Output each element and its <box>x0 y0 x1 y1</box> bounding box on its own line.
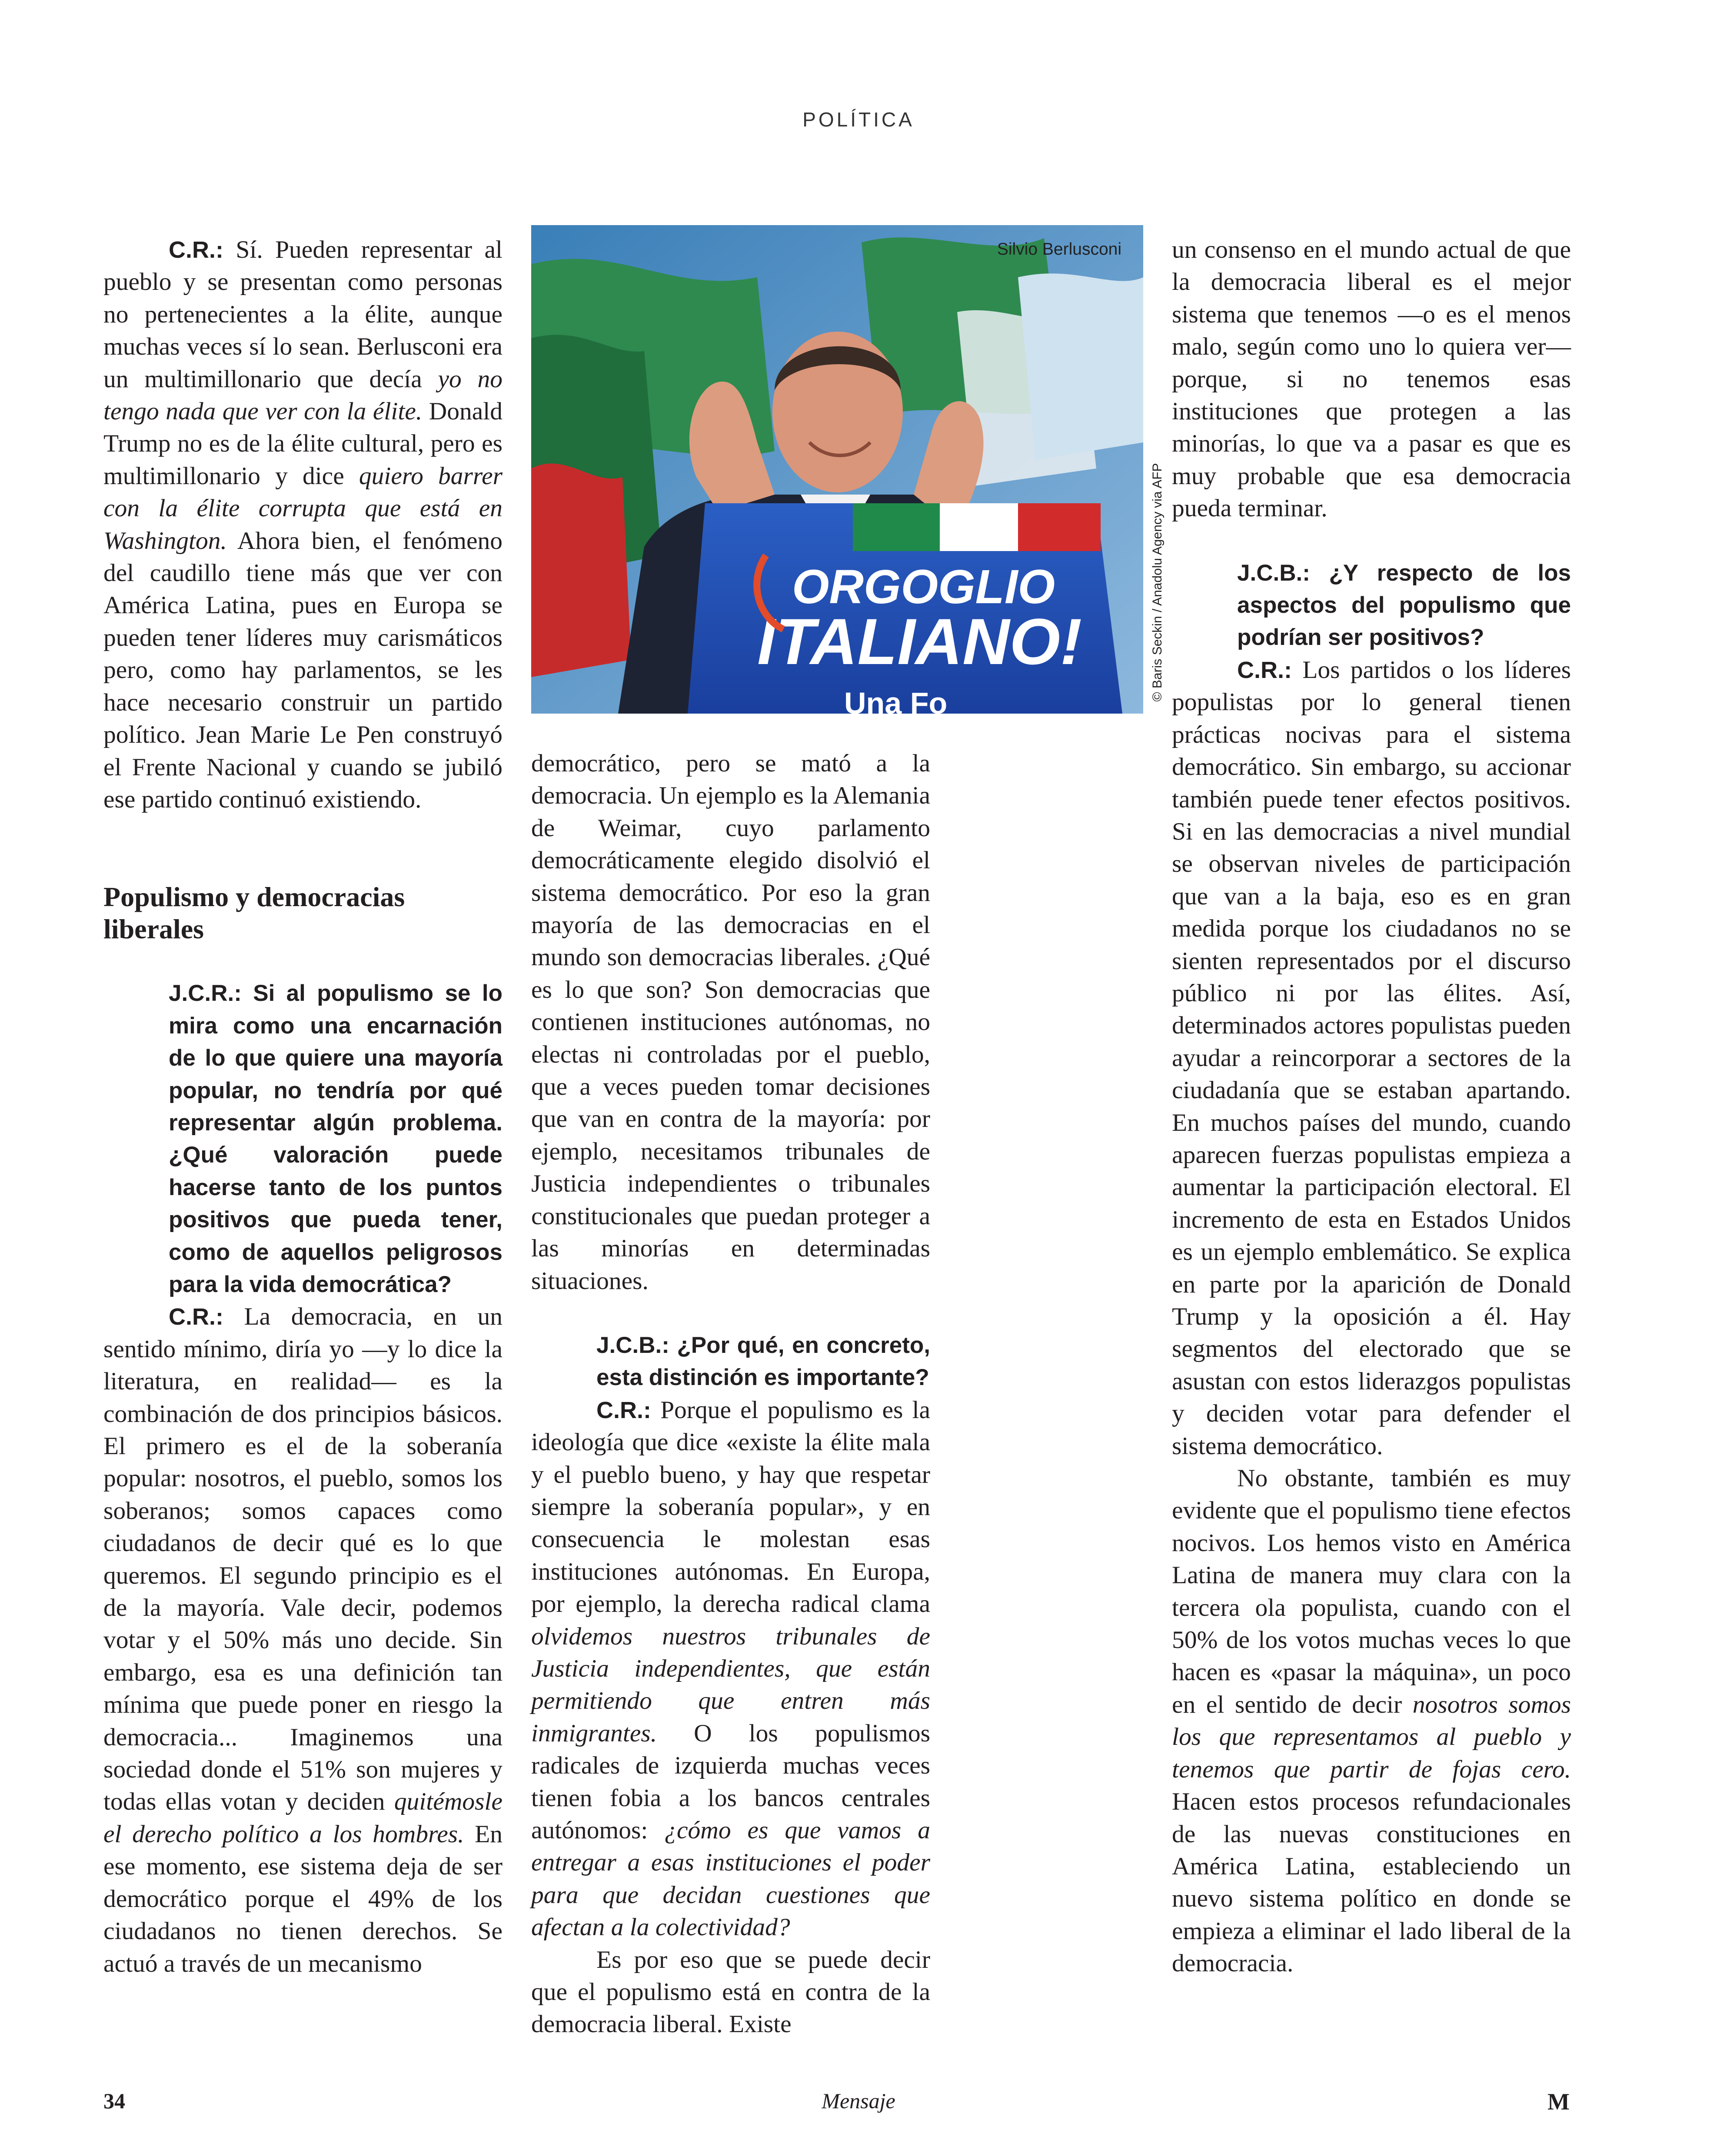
magazine-name: Mensaje <box>822 2089 895 2113</box>
body-paragraph: democrático, pero se mató a la democracia. Un ejemplo es la Alemania de Weimar, cuyo parlamento democráticamente elegido disolvió el sistema democrático. Por eso la gran mayoría de las democracias en el mundo son democracias liberales. ¿Qué es lo que son? Son democracias que contienen instituciones autónomas, no electas ni controladas por el pueblo, que a veces pueden tomar decisiones que van en contra de la mayoría: por ejemplo, necesitamos tribunales de Justicia independientes o tribunales constitucionales que puedan proteger a las minorías en determinadas situaciones. <box>531 750 930 1295</box>
photo-credit <box>1145 452 1171 713</box>
text-run: Hacen estos procesos refundacionales de las nuevas constituciones en América Latina, estableciendo un nuevo sistema político en donde se empieza a eliminar el lado liberal de la democracia. <box>1172 1788 1571 1977</box>
text-run: En ese momento, ese sistema deja de ser democrático porque el 49% de los ciudadanos no tienen derechos. Se actuó a través de un mecanismo <box>103 1820 502 1977</box>
podium-text-2: ITALIANO! <box>757 605 1082 678</box>
column-1 <box>103 234 502 1980</box>
section-label: POLÍTICA <box>802 108 915 131</box>
text-run: O los populismos radicales de izquierda muchas veces tienen fobia a los bancos centrales autónomos: <box>531 1719 930 1844</box>
body-paragraph: un consenso en el mundo actual de que la democracia liberal es el mejor sistema que tenemos —o es el menos malo, según como uno lo quiera ver— porque, si no tenemos esas instituciones que protegen a las minorías, lo que va a pasar es que es muy probable que esa democracia pueda terminar. <box>1172 236 1571 522</box>
interview-question: J.C.B.: ¿Por qué, en concreto, esta distinción es importante? <box>596 1332 930 1391</box>
answer-paragraph <box>103 234 502 816</box>
answer-paragraph <box>103 1301 502 1980</box>
italic-run: olvidemos nuestros tribunales de Justicia independientes, que están permitiendo que entren más inmigrantes. <box>531 1622 930 1747</box>
answer-paragraph <box>531 1394 930 1944</box>
italic-run: yo no tengo nada que ver con la élite. <box>103 365 502 425</box>
text-run: No obstante, también es muy evidente que el populismo tiene efectos nocivos. Los hemos visto en América Latina de manera muy clara con la tercera ola populista, cuando con el 50% de los votos muchas veces lo que hacen es «pasar la máquina», un poco en el sentido de decir <box>1172 1465 1571 1718</box>
italic-run: ¿cómo es que vamos a entregar a esas instituciones el poder para que decidan cuestiones que afectan a la colectividad? <box>531 1817 930 1941</box>
berlusconi-photo <box>531 225 1143 714</box>
column-3 <box>1172 234 1571 1980</box>
speaker-label: C.R.: <box>1237 657 1292 683</box>
text-run: Ahora bien, el fenómeno del caudillo tiene más que ver con América Latina, pues en Europa se pueden tener líderes muy carismáticos pero, como hay parlamentos, se les hace necesario construir un partido político. Jean Marie Le Pen construyó el Frente Nacional y cuando se jubiló ese partido continuó existiendo. <box>103 527 502 813</box>
podium-text-1: ORGOGLIO <box>792 560 1055 614</box>
magazine-logo: M <box>1547 2089 1570 2115</box>
text-run: Donald Trump no es de la élite cultural, pero es multimillonario y dice <box>103 398 502 490</box>
body-paragraph <box>1172 1462 1571 1980</box>
interview-question: J.C.B.: ¿Y respecto de los aspectos del populismo que podrían ser positivos? <box>1237 560 1571 651</box>
speaker-label: C.R.: <box>596 1397 651 1423</box>
body-paragraph: Es por eso que se puede decir que el populismo está en contra de la democracia liberal. Existe <box>531 1946 930 2038</box>
answer-paragraph <box>1172 654 1571 1462</box>
speaker-label: C.R.: <box>169 237 223 263</box>
italic-run: quitémosle el derecho político a los hombres. <box>103 1788 502 1848</box>
podium-text-3: Una Fo <box>844 686 948 714</box>
interview-question: J.C.R.: Si al populismo se lo mira como una encarnación de lo que quiere una mayoría popular, no tendría por qué representar algún problema. ¿Qué valoración puede hacerse tanto de los puntos positivos que pueda tener, como de aquellos peligrosos para la vida democrática? <box>169 980 502 1297</box>
speaker-label: C.R.: <box>169 1304 223 1330</box>
italic-run: nosotros somos los que representamos al pueblo y tenemos que partir de fojas cero. <box>1172 1691 1571 1783</box>
italic-run: quiero barrer con la élite corrupta que está en Washington. <box>103 462 502 555</box>
section-heading: Populismo y democracias liberales <box>103 881 405 945</box>
photo-credit-text: © Baris Seckin / Anadolu Agency via AFP <box>1150 463 1165 702</box>
photo-caption: Silvio Berlusconi <box>997 240 1121 259</box>
text-run: La democracia, en un sentido mínimo, diría yo —y lo dice la literatura, en realidad— es la combinación de dos principios básicos. El primero es el de la soberanía popular: nosotros, el pueblo, somos los soberanos; somos capaces como ciudadanos de decir qué es lo que queremos. El segundo principio es el de la mayoría. Vale decir, podemos votar y el 50% más uno decide. Sin embargo, esa es una definición tan mínima que puede poner en riesgo la democracia... Imaginemos una sociedad donde el 51% son mujeres y todas ellas votan y deciden <box>103 1303 502 1816</box>
text-run: Los partidos o los líderes populistas por lo general tienen prácticas nocivas para el sistema democrático. Sin embargo, su accionar también puede tener efectos positivos. Si en las democracias a nivel mundial se observan niveles de participación que van a la baja, eso es en gran medida porque los ciudadanos no se sienten representados por el discurso público ni por las élites. Así, determinados actores populistas pueden ayudar a reincorporar a sectores de la ciudadanía que se estaban apartando. En muchos países del mundo, cuando aparecen fuerzas populistas empieza a aumentar la participación electoral. El incremento de esta en Estados Unidos es un ejemplo emblemático. Se explica en parte por la aparición de Donald Trump y la oposición a él. Hay segmentos del electorado que se asustan con estos liderazgos populistas y deciden votar para defender el sistema democrático. <box>1172 656 1571 1460</box>
text-run: Porque el populismo es la ideología que dice «existe la élite mala y el pueblo bueno, y hay que respetar siempre la soberanía popular», y en consecuencia le molestan esas instituciones autónomas. En Europa, por ejemplo, la derecha radical clama <box>531 1396 930 1618</box>
column-2 <box>531 747 930 2041</box>
text-run: Sí. Pueden representar al pueblo y se presentan como personas no pertenecientes a la élite, aunque muchas veces sí lo sean. Berlusconi era un multimillonario que decía <box>103 236 502 393</box>
photo-illustration <box>531 225 1143 714</box>
page-number: 34 <box>103 2089 125 2113</box>
